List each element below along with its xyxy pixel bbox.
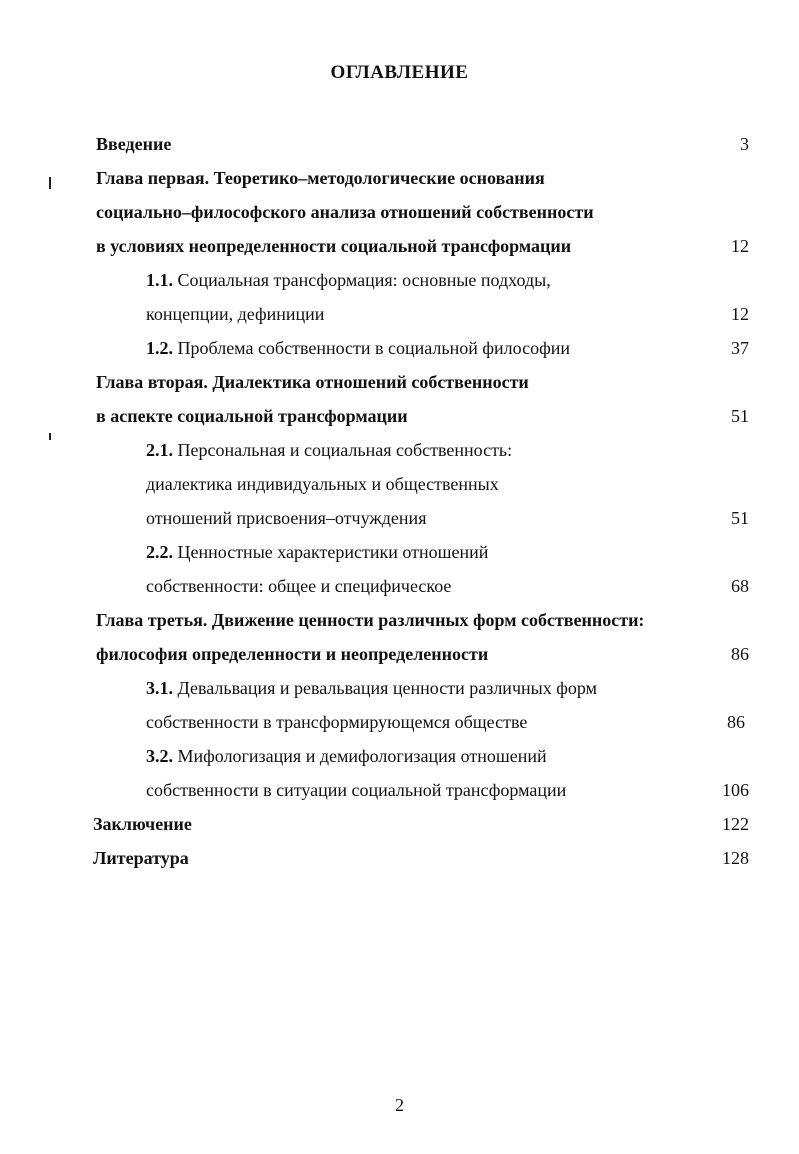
toc-entry-page: 122: [722, 814, 749, 834]
toc-entry-chapter-3-line-2[interactable]: [0, 640, 799, 674]
toc-entry-introduction[interactable]: [0, 130, 799, 164]
toc-entry-text: Литература: [93, 848, 189, 868]
toc-entry-text: отношений присвоения–отчуждения: [146, 508, 427, 528]
toc-entry-chapter-2[interactable]: [0, 368, 799, 402]
toc-entry-text: Персональная и социальная собственность:: [173, 440, 513, 460]
toc-entry-text: Глава третья. Движение ценности различных форм собственности:: [96, 610, 645, 630]
toc-entry-section-3-2[interactable]: [0, 742, 799, 776]
toc-entry-text: Глава первая. Теоретико–методологические основания: [96, 168, 545, 188]
toc-entry-text: Глава вторая. Диалектика отношений собственности: [96, 372, 529, 392]
toc-entry-literature[interactable]: [0, 844, 799, 878]
toc-entry-section-2-1-line-3[interactable]: [0, 504, 799, 538]
toc-entry-conclusion[interactable]: [0, 810, 799, 844]
toc-entry-text: философия определенности и неопределенности: [96, 644, 489, 664]
toc-entry-page: 12: [731, 236, 749, 256]
section-number: 1.2.: [146, 338, 173, 358]
toc-entry-page: 128: [722, 848, 749, 868]
section-number: 3.2.: [146, 746, 173, 766]
toc-entry-text: Девальвация и ревальвация ценности различных форм: [173, 678, 598, 698]
section-number: 3.1.: [146, 678, 173, 698]
section-number: 2.1.: [146, 440, 173, 460]
toc-entry-page: 3: [740, 134, 749, 154]
toc-entry-text: Введение: [96, 134, 172, 154]
toc-entry-page: 86: [727, 712, 745, 732]
toc-entry-text: собственности в ситуации социальной трансформации: [146, 780, 567, 800]
section-number: 1.1.: [146, 270, 173, 290]
scan-artifact: [49, 177, 51, 189]
toc-entry-section-1-1[interactable]: [0, 266, 799, 300]
toc-entry-page: 68: [731, 576, 749, 596]
toc-entry-chapter-1-line-2[interactable]: [0, 198, 799, 232]
toc-entry-section-3-2-line-2[interactable]: [0, 776, 799, 810]
toc-entry-section-2-1[interactable]: [0, 436, 799, 470]
toc-entry-text: Заключение: [93, 814, 192, 834]
toc-entry-section-1-2[interactable]: [0, 334, 799, 368]
toc-entry-text: в аспекте социальной трансформации: [96, 406, 408, 426]
toc-entry-chapter-2-line-2[interactable]: [0, 402, 799, 436]
toc-entry-text: Мифологизация и демифологизация отношений: [173, 746, 547, 766]
toc-entry-page: 106: [722, 780, 749, 800]
toc-entry-page: 37: [731, 338, 749, 358]
toc-entry-text: диалектика индивидуальных и общественных: [146, 474, 499, 494]
toc-entry-text: собственности: общее и специфическое: [146, 576, 452, 596]
toc-entry-section-2-1-line-2[interactable]: [0, 470, 799, 504]
toc-entry-text: собственности в трансформирующемся обществе: [146, 712, 528, 732]
toc-entry-text: социально–философского анализа отношений собственности: [96, 202, 594, 222]
toc-entry-page: 86: [731, 644, 749, 664]
toc-entry-text: концепции, дефиниции: [146, 304, 325, 324]
toc-entry-text: Социальная трансформация: основные подходы,: [173, 270, 551, 290]
toc-entry-section-3-1[interactable]: [0, 674, 799, 708]
toc-entry-section-3-1-line-2[interactable]: [0, 708, 799, 742]
page-title: ОГЛАВЛЕНИЕ: [330, 62, 469, 83]
toc-entry-text: Ценностные характеристики отношений: [173, 542, 489, 562]
toc-entry-page: 51: [731, 508, 749, 528]
toc-entry-chapter-1-line-3[interactable]: [0, 232, 799, 266]
toc-entry-text: Проблема собственности в социальной философии: [173, 338, 571, 358]
toc-entry-page: 12: [731, 304, 749, 324]
toc-entry-section-2-2[interactable]: [0, 538, 799, 572]
toc-entry-chapter-3[interactable]: [0, 606, 799, 640]
section-number: 2.2.: [146, 542, 173, 562]
page-number: 2: [395, 1095, 404, 1115]
toc-entry-page: 51: [731, 406, 749, 426]
toc-entry-chapter-1[interactable]: [0, 164, 799, 198]
toc-entry-section-1-1-line-2[interactable]: [0, 300, 799, 334]
toc-entry-section-2-2-line-2[interactable]: [0, 572, 799, 606]
scan-artifact: [49, 433, 51, 440]
toc-entry-text: в условиях неопределенности социальной трансформации: [96, 236, 572, 256]
